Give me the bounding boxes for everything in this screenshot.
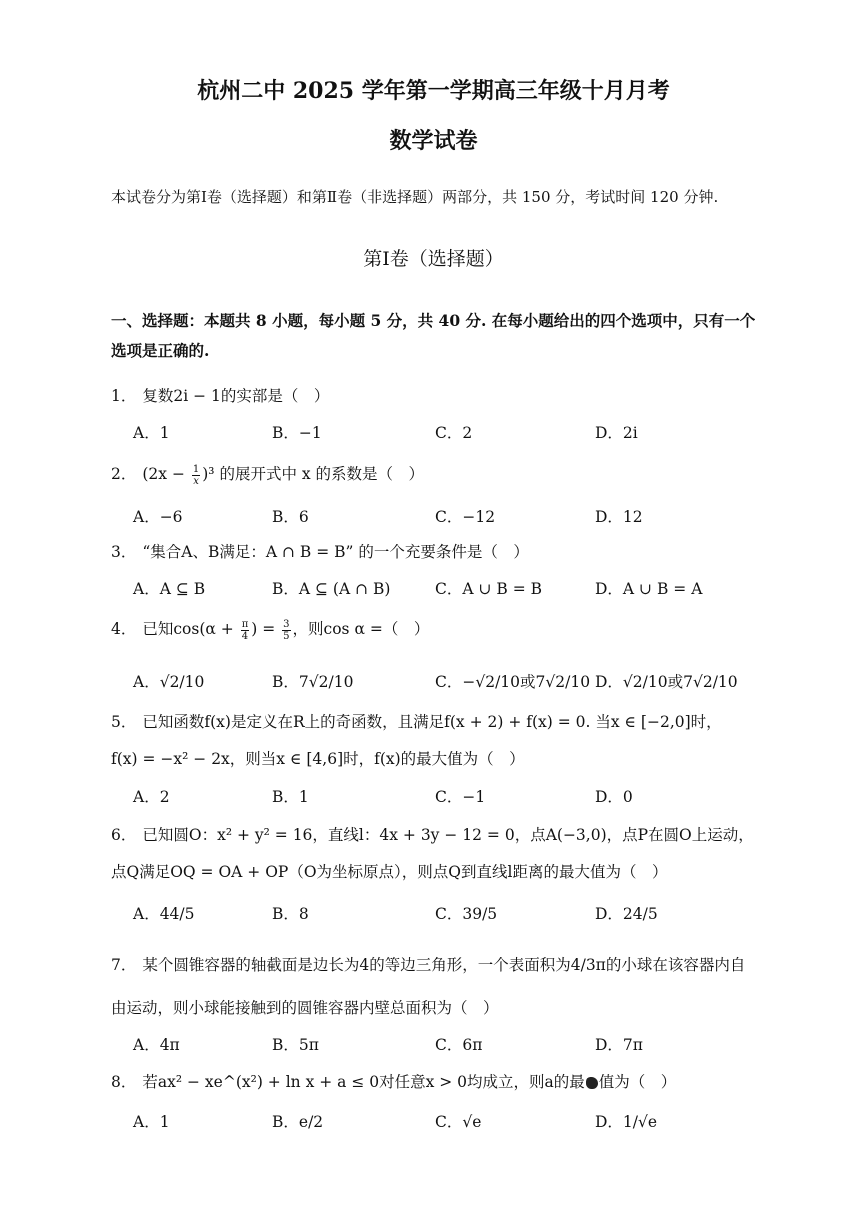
question-number: 2． <box>111 465 137 483</box>
option-a[interactable]: A．1 <box>133 1113 170 1131</box>
question-stem-mid: ) = <box>251 620 281 638</box>
question-stem: 某个圆锥容器的轴截面是边长为4的等边三角形，一个表面积为4/3π的小球在该容器内自 <box>142 956 746 974</box>
option-b[interactable]: B．7√2/10 <box>272 673 354 691</box>
option-c[interactable]: C．−1 <box>435 788 486 806</box>
part-heading: 第Ⅰ卷（选择题） <box>363 248 504 270</box>
option-a[interactable]: A．44/5 <box>133 905 195 923</box>
question-5 <box>111 710 722 732</box>
option-a[interactable]: A．√2/10 <box>133 673 205 691</box>
question-2 <box>111 462 424 487</box>
question-stem: 已知圆O：x² + y² = 16，直线l：4x + 3y − 12 = 0，点A(−3,0)，点P在圆O上运动， <box>142 826 754 844</box>
option-b[interactable]: B．e/2 <box>272 1113 324 1131</box>
fraction: $\frac{1}{x}$ <box>192 463 200 487</box>
option-c[interactable]: C．2 <box>435 424 473 442</box>
option-b[interactable]: B．−1 <box>272 424 322 442</box>
question-stem: 若ax² − xe^(x²) + ln x + a ≤ 0对任意x > 0均成立，则a的最 <box>142 1073 585 1091</box>
exam-subtitle: 数学试卷 <box>389 128 478 154</box>
option-a[interactable]: A．4π <box>133 1036 180 1054</box>
option-b[interactable]: B．5π <box>272 1036 319 1054</box>
question-stem: “集合A、B满足：A ∩ B = B” 的一个充要条件是（ ） <box>142 543 529 561</box>
question-stem: 已知函数f(x)是定义在R上的奇函数，且满足f(x + 2) + f(x) = 0. 当x ∈ [−2,0]时， <box>142 713 722 731</box>
option-d[interactable]: D．2i <box>595 424 638 442</box>
option-a[interactable]: A．A ⊆ B <box>133 580 206 598</box>
ink-blot-icon <box>586 1077 598 1089</box>
option-d[interactable]: D．0 <box>595 788 633 806</box>
question-number: 4． <box>111 620 137 638</box>
option-c[interactable]: C．A ∪ B = B <box>435 580 543 598</box>
option-d[interactable]: D．A ∪ B = A <box>595 580 703 598</box>
option-b[interactable]: B．6 <box>272 508 309 526</box>
question-stem-pre: 已知cos(α + <box>142 620 239 638</box>
question-number: 8． <box>111 1073 137 1091</box>
question-stem-post: )³ 的展开式中 x 的系数是（ ） <box>202 465 425 483</box>
option-a[interactable]: A．−6 <box>133 508 183 526</box>
option-c[interactable]: C．−12 <box>435 508 496 526</box>
exam-title: 杭州二中 2025 学年第一学期高三年级十月月考 <box>197 78 670 104</box>
question-8 <box>111 1070 676 1092</box>
question-number: 6． <box>111 826 137 844</box>
option-c[interactable]: C．6π <box>435 1036 483 1054</box>
fraction: $\frac{\pi}{4}$ <box>241 618 249 642</box>
option-c[interactable]: C．−√2/10或7√2/10 <box>435 673 591 691</box>
question-number: 7． <box>111 956 137 974</box>
option-d[interactable]: D．7π <box>595 1036 643 1054</box>
question-5-line-2: f(x) = −x² − 2x，则当x ∈ [4,6]时，f(x)的最大值为（ ） <box>111 750 525 768</box>
option-c[interactable]: C．√e <box>435 1113 482 1131</box>
question-stem-tail: 值为（ ） <box>598 1073 677 1091</box>
option-a[interactable]: A．1 <box>133 424 170 442</box>
option-d[interactable]: D．24/5 <box>595 905 658 923</box>
question-6 <box>111 823 754 845</box>
exam-intro: 本试卷分为第Ⅰ卷（选择题）和第Ⅱ卷（非选择题）两部分，共 150 分，考试时间 120 分钟. <box>111 188 719 206</box>
option-b[interactable]: B．A ⊆ (A ∩ B) <box>272 580 391 598</box>
option-b[interactable]: B．8 <box>272 905 309 923</box>
option-c[interactable]: C．39/5 <box>435 905 498 923</box>
question-number: 5． <box>111 713 137 731</box>
question-stem-pre: (2x − <box>142 465 190 483</box>
question-6-line-2: 点Q满足OQ = OA + OP（O为坐标原点），则点Q到直线l距离的最大值为（ ） <box>111 863 668 881</box>
option-d[interactable]: D．1/√e <box>595 1113 658 1131</box>
question-stem-post: ，则cos α =（ ） <box>292 620 430 638</box>
section-heading: 一、选择题：本题共 8 小题，每小题 5 分，共 40 分. 在每小题给出的四个选项中，只有一个选项是正确的. <box>111 311 756 360</box>
question-4 <box>111 617 429 642</box>
question-number: 3． <box>111 543 137 561</box>
question-7 <box>111 953 745 975</box>
question-stem: 复数2i − 1的实部是（ ） <box>142 387 330 405</box>
option-d[interactable]: D．√2/10或7√2/10 <box>595 673 738 691</box>
question-3 <box>111 540 529 562</box>
fraction: $\frac{3}{5}$ <box>283 618 290 642</box>
option-d[interactable]: D．12 <box>595 508 643 526</box>
question-7-line-2: 由运动，则小球能接触到的圆锥容器内壁总面积为（ ） <box>111 999 499 1017</box>
option-a[interactable]: A．2 <box>133 788 170 806</box>
question-number: 1． <box>111 387 137 405</box>
question-1 <box>111 384 329 406</box>
option-b[interactable]: B．1 <box>272 788 309 806</box>
